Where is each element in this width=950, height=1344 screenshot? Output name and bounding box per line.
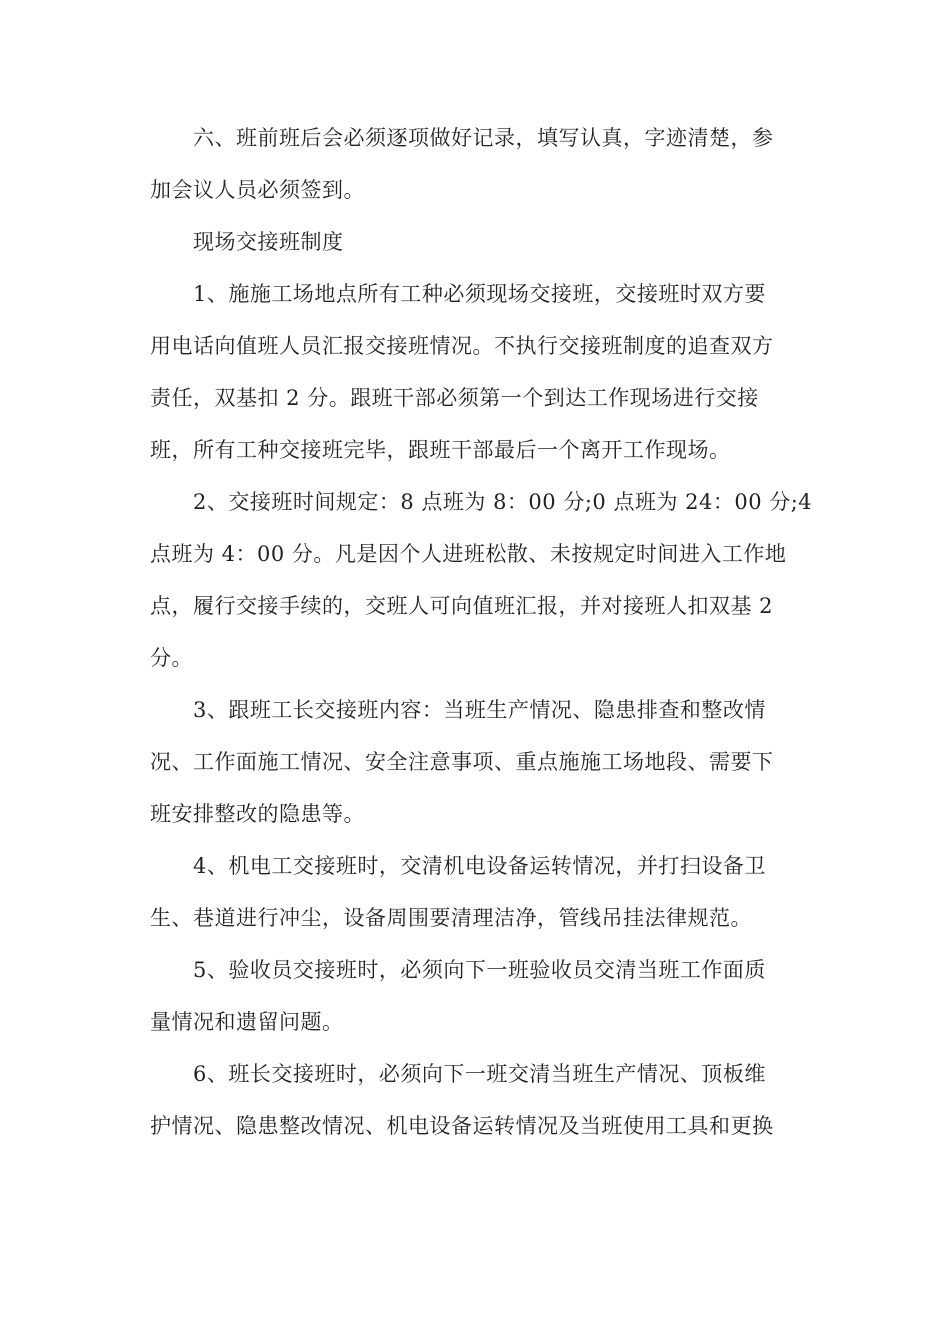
text-line-14: 班安排整改的隐患等。: [150, 802, 365, 826]
text-line-17: 5、验收员交接班时，必须向下一班验收员交清当班工作面质: [193, 958, 766, 982]
text-line-10: 点，履行交接手续的，交班人可向值班汇报，并对接班人扣双基 2: [150, 594, 774, 618]
text-line-8: 2、交接班时间规定：8 点班为 8：00 分;0 点班为 24：00 分;4: [193, 490, 813, 514]
text-line-15: 4、机电工交接班时，交清机电设备运转情况，并打扫设备卫: [193, 854, 766, 878]
text-line-4: 1、施施工场地点所有工种必须现场交接班，交接班时双方要: [193, 282, 766, 306]
text-line-16: 生、巷道进行冲尘，设备周围要清理洁净，管线吊挂法律规范。: [150, 906, 752, 930]
text-line-12: 3、跟班工长交接班内容：当班生产情况、隐患排查和整改情: [193, 698, 766, 722]
text-line-11: 分。: [150, 646, 193, 670]
text-line-19: 6、班长交接班时，必须向下一班交清当班生产情况、顶板维: [193, 1062, 766, 1086]
text-line-20: 护情况、隐患整改情况、机电设备运转情况及当班使用工具和更换: [150, 1114, 774, 1138]
section-heading: 现场交接班制度: [193, 230, 344, 254]
text-line-9: 点班为 4：00 分。凡是因个人进班松散、未按规定时间进入工作地: [150, 542, 787, 566]
text-line-6: 责任，双基扣 2 分。跟班干部必须第一个到达工作现场进行交接: [150, 386, 759, 410]
text-line-1: 六、班前班后会必须逐项做好记录，填写认真，字迹清楚，参: [193, 126, 774, 150]
text-line-5: 用电话向值班人员汇报交接班情况。不执行交接班制度的追查双方: [150, 334, 774, 358]
text-line-7: 班，所有工种交接班完毕，跟班干部最后一个离开工作现场。: [150, 438, 731, 462]
text-line-13: 况、工作面施工情况、安全注意事项、重点施施工场地段、需要下: [150, 750, 774, 774]
text-line-2: 加会议人员必须签到。: [150, 178, 365, 202]
text-line-18: 量情况和遗留问题。: [150, 1010, 344, 1034]
